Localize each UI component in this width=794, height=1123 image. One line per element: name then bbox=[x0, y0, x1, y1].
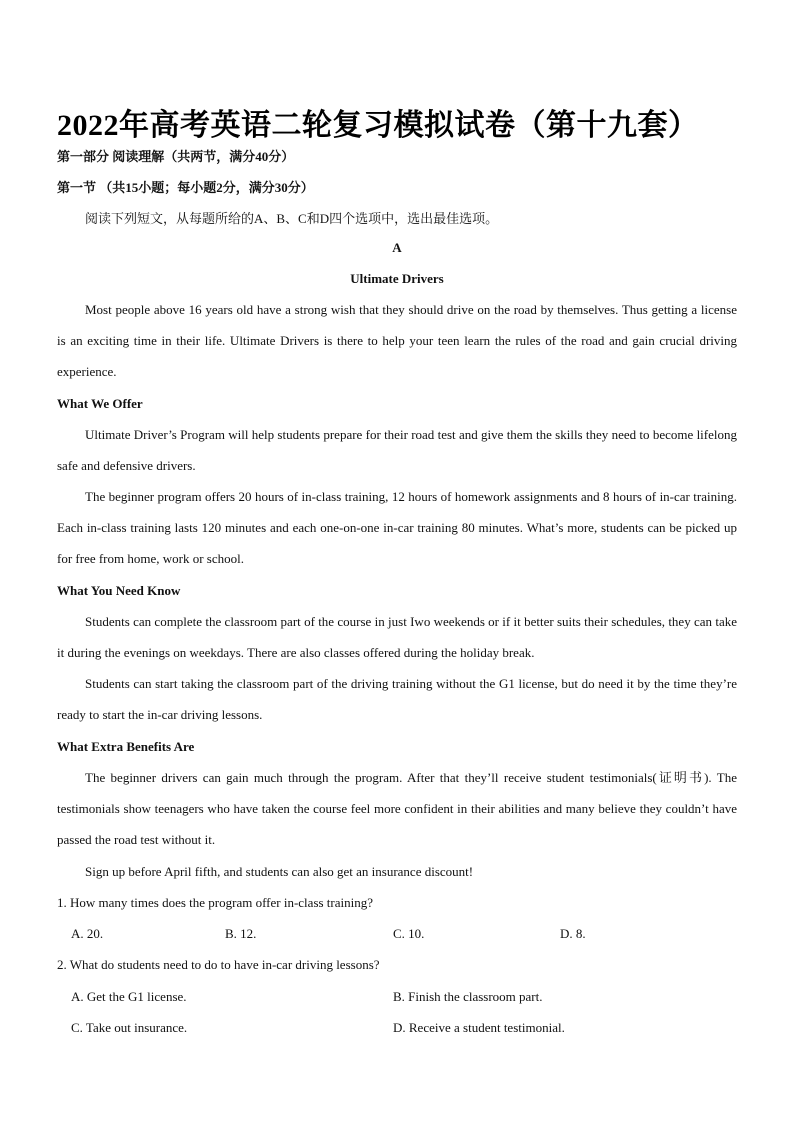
question-2-stem: 2. What do students need to do to have in-car driving lessons? bbox=[57, 957, 380, 972]
section-heading-need-know: What You Need Know bbox=[57, 583, 181, 598]
question-2-option-c: C. Take out insurance. bbox=[71, 1020, 188, 1035]
question-1-option-d: D. 8. bbox=[560, 926, 586, 941]
section-heading-benefits: What Extra Benefits Are bbox=[57, 739, 195, 754]
question-1-option-a: A. 20. bbox=[71, 926, 104, 941]
question-1-option-c: C. 10. bbox=[393, 926, 425, 941]
offer-paragraph-2: The beginner program offers 20 hours of in-class training, 12 hours of homework assignments and 8 hours of in-car training. Each in-class training lasts 120 minutes and each one-on-one in-car training 80 minutes. What’s more, students can be picked up for free from home, work or school. bbox=[57, 489, 737, 567]
benefits-paragraph-1: The beginner drivers can gain much through the program. After that they’ll receive student testimonials(证明书). The testimonials show teenagers who have taken the course feel more confident in their abilities and many believe they couldn’t have passed the road test without it. bbox=[57, 770, 737, 848]
instructions: 阅读下列短文，从每题所给的A、B、C和D四个选项中，选出最佳选项。 bbox=[85, 211, 499, 226]
need-know-paragraph-2: Students can start taking the classroom part of the driving training without the G1 license, but do need it by the time they’re ready to start the in-car driving lessons. bbox=[57, 676, 737, 723]
passage-intro: Most people above 16 years old have a strong wish that they should drive on the road by themselves. Thus getting a license is an exciting time in their life. Ultimate Drivers is there to help your teen learn the rules of the road and gain crucial driving experience. bbox=[57, 302, 737, 380]
question-1-option-b: B. 12. bbox=[225, 926, 257, 941]
passage-letter: A bbox=[392, 240, 402, 255]
passage-title: Ultimate Drivers bbox=[350, 271, 444, 286]
section-heading: 第一节 （共15小题；每小题2分，满分30分） bbox=[57, 180, 314, 195]
section-heading-offer: What We Offer bbox=[57, 396, 143, 411]
page-title: 2022年高考英语二轮复习模拟试卷（第十九套） bbox=[57, 109, 699, 142]
benefits-paragraph-2: Sign up before April fifth, and students can also get an insurance discount! bbox=[85, 864, 474, 879]
part-heading: 第一部分 阅读理解（共两节，满分40分） bbox=[57, 149, 295, 164]
question-2-option-a: A. Get the G1 license. bbox=[71, 989, 187, 1004]
question-1-stem: 1. How many times does the program offer in-class training? bbox=[57, 895, 374, 910]
question-2-option-d: D. Receive a student testimonial. bbox=[393, 1020, 565, 1035]
need-know-paragraph-1: Students can complete the classroom part of the course in just Iwo weekends or if it better suits their schedules, they can take it during the evenings on weekdays. There are also classes offered during the holiday break. bbox=[57, 614, 737, 661]
question-2-option-b: B. Finish the classroom part. bbox=[393, 989, 543, 1004]
offer-paragraph-1: Ultimate Driver’s Program will help students prepare for their road test and give them the skills they need to become lifelong safe and defensive drivers. bbox=[57, 427, 737, 474]
